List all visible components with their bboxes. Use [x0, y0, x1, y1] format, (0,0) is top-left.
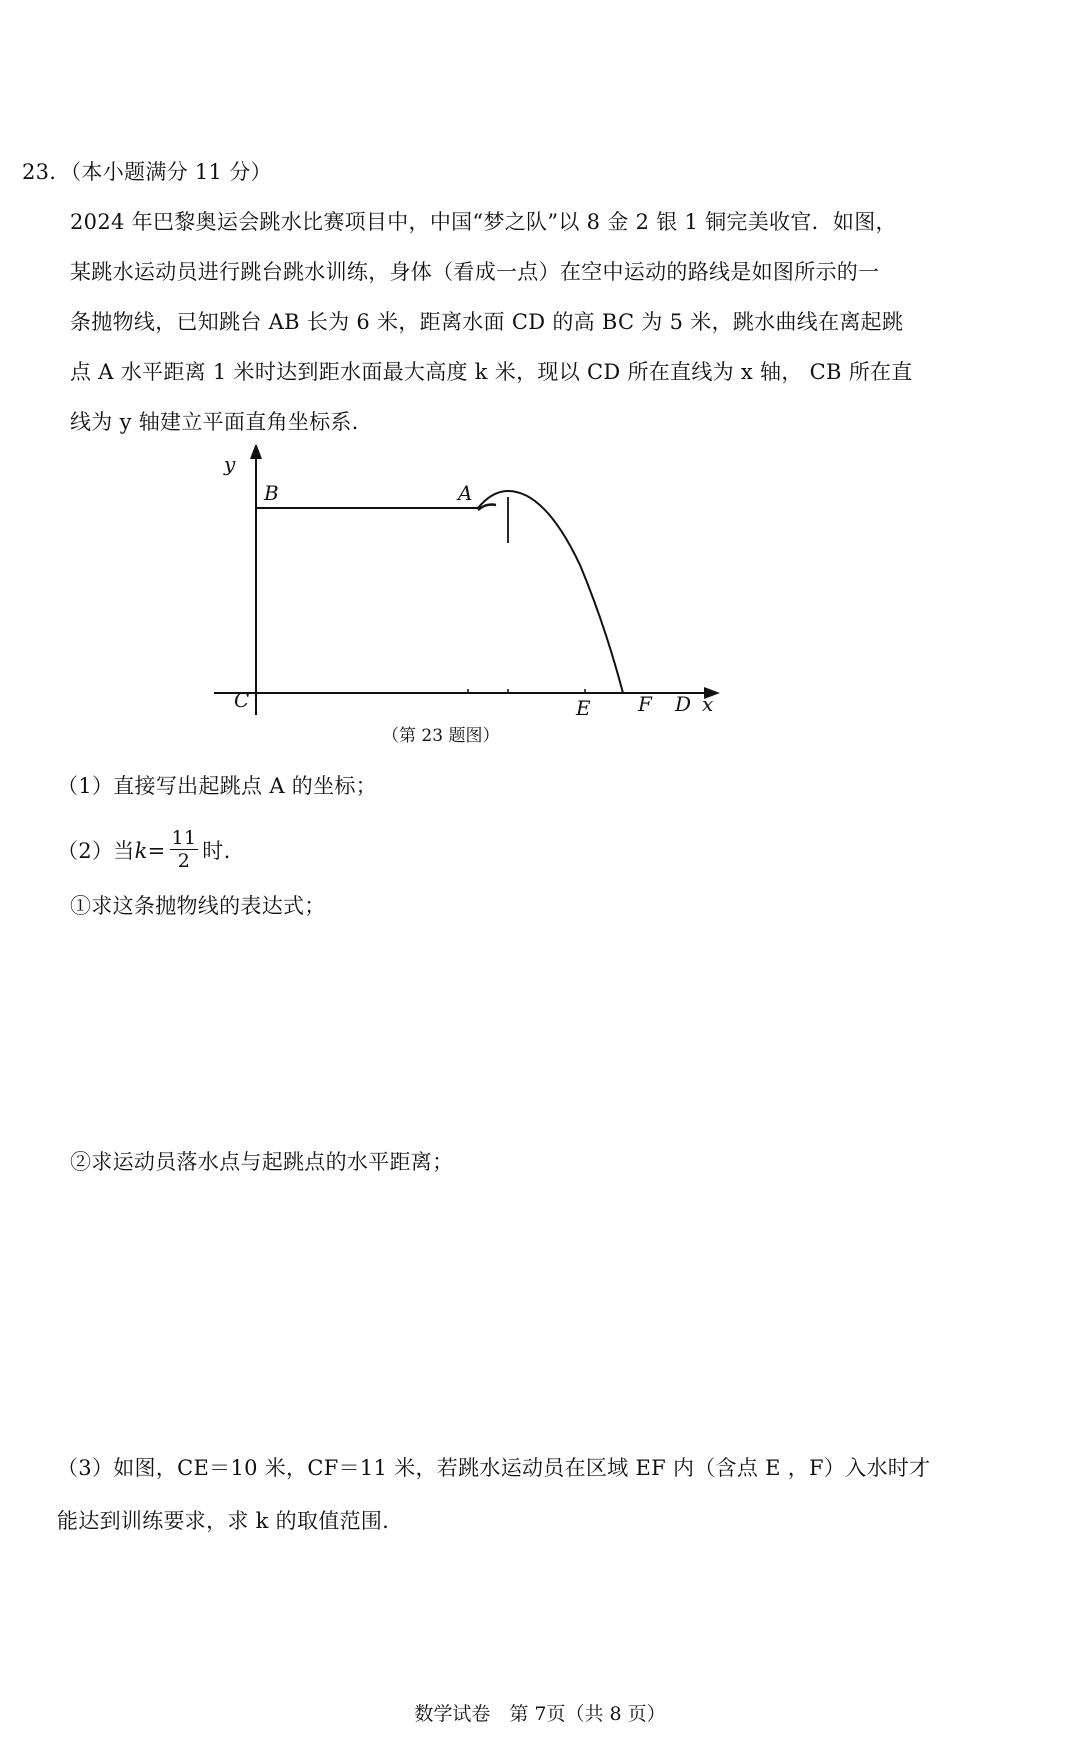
part-2-prefix: （2）当	[57, 839, 135, 863]
stem-line-5: 线为 y 轴建立平面直角坐标系．	[70, 410, 374, 434]
label-e: E	[576, 696, 591, 720]
part-2	[57, 827, 231, 875]
figure-caption: （第 23 题图）	[382, 726, 500, 746]
label-c: C	[234, 688, 250, 712]
label-a: A	[458, 481, 473, 505]
part-2-sub-1: ①求这条抛物线的表达式；	[70, 894, 326, 918]
fraction	[170, 827, 199, 872]
label-f: F	[638, 692, 652, 716]
page-footer: 数学试卷 第 7页（共 8 页）	[414, 1703, 666, 1725]
label-b: B	[264, 481, 279, 505]
part-1: （1）直接写出起跳点 A 的坐标；	[57, 774, 377, 798]
stem-line-4: 点 A 水平距离 1 米时达到距水面最大高度 k 米，现以 CD 所在直线为 x 轴， CB 所在直	[70, 360, 913, 384]
part-3-line-2: 能达到训练要求，求 k 的取值范围.	[57, 1509, 390, 1533]
part-2-eq: =	[147, 839, 166, 863]
diving-trajectory	[478, 491, 623, 693]
part-3-line-1: （3）如图，CE＝10 米，CF＝11 米，若跳水运动员在区域 EF 内（含点 E ，F）入水时才	[57, 1456, 931, 1480]
question-title: 23．（本小题满分 11 分）	[22, 160, 272, 184]
label-y: y	[224, 452, 236, 476]
stem-line-2: 某跳水运动员进行跳台跳水训练，身体（看成一点）在空中运动的路线是如图所示的一	[70, 260, 880, 284]
fraction-numerator: 11	[171, 827, 197, 849]
stem-line-1: 2024 年巴黎奥运会跳水比赛项目中，中国“梦之队”以 8 金 2 银 1 铜完美收官．如图，	[70, 210, 897, 234]
part-2-sub-2: ②求运动员落水点与起跳点的水平距离；	[70, 1150, 454, 1174]
part-2-var: k	[134, 839, 148, 863]
part-2-suffix: 时.	[202, 839, 231, 863]
diving-figure	[200, 445, 730, 720]
stem-line-3: 条抛物线，已知跳台 AB 长为 6 米，距离水面 CD 的高 BC 为 5 米，跳水曲线在离起跳	[70, 310, 904, 334]
y-axis-arrow	[250, 445, 262, 459]
label-d: D	[675, 692, 692, 716]
label-x: x	[702, 692, 714, 716]
fraction-denominator: 2	[177, 850, 191, 872]
